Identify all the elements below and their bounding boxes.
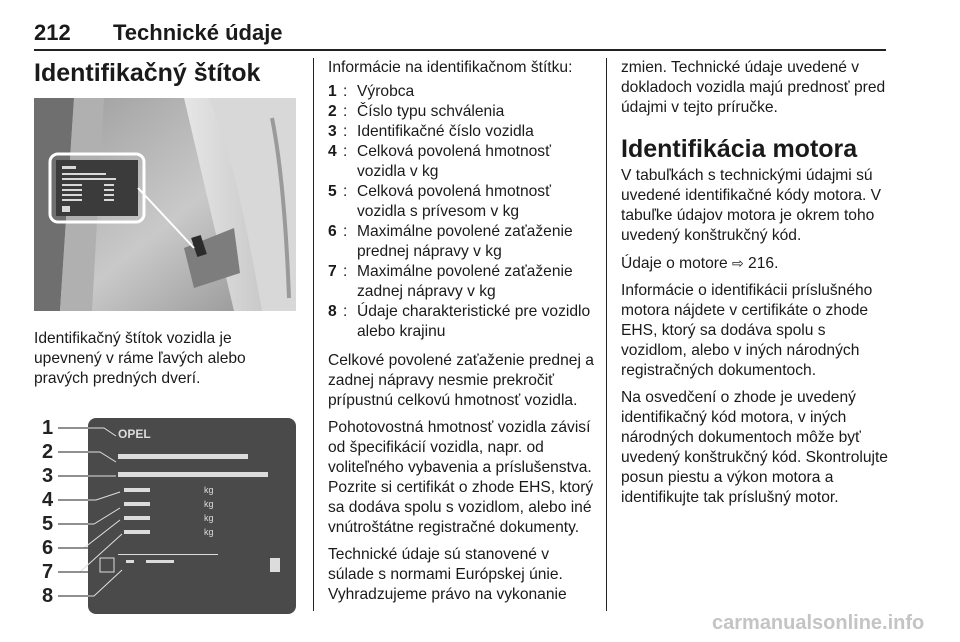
- callout-7: 7: [42, 561, 54, 583]
- eu-standards-paragraph: Technické údaje sú stanovené v súlade s normami Európskej únie. Vyhradzujeme právo na vykonanie: [328, 546, 567, 603]
- callout-2: 2: [42, 441, 54, 463]
- item-text: Identifikačné číslo vozidla: [357, 123, 534, 140]
- item-text: Výrobca: [357, 83, 415, 100]
- list-item: 3 : Identifikačné číslo vozidla: [328, 122, 594, 142]
- item-text: Maximálne povolené zaťaženie zadnej nápravy v kg: [357, 263, 573, 300]
- item-number: 4: [328, 143, 337, 160]
- list-item: 4 : Celková povolená hmotnosť vozidla v kg: [328, 142, 594, 182]
- list-item: 2 : Číslo typu schválenia: [328, 102, 594, 122]
- item-number: 8: [328, 303, 337, 320]
- photo-caption: Identifikačný štítok vozidla je upevnený v ráme ľavých alebo pravých predných dverí.: [34, 330, 246, 387]
- header-rule: [34, 49, 886, 51]
- item-text: Celková povolená hmotnosť vozidla s prívesom v kg: [357, 183, 551, 220]
- list-item: 6 : Maximálne povolené zaťaženie prednej nápravy v kg: [328, 222, 594, 262]
- page-reference-arrow-icon: ⇨: [731, 255, 744, 271]
- column-3: [621, 58, 889, 515]
- plate-unit-4: kg: [204, 527, 214, 537]
- plate-brand: OPEL: [118, 427, 151, 441]
- axle-load-paragraph: Celkové povolené zaťaženie prednej a zadnej nápravy nesmie prekročiť prípustnú celkovú hmotnosť vozidla.: [328, 352, 594, 409]
- engine-codes-paragraph: V tabuľkách s technickými údajmi sú uvedené identifikačné kódy motora. V tabuľke údajov motora je okrem toho uvedený konštrukčný kód.: [621, 167, 882, 244]
- column-divider-2: [606, 58, 607, 611]
- item-text: Číslo typu schválenia: [357, 103, 505, 120]
- callout-1: 1: [42, 417, 54, 439]
- curb-weight-paragraph: Pohotovostná hmotnosť vozidla závisí od špecifikácií vozidla, napr. od voliteľného vybavenia a príslušenstva. Pozrite si certifikát o zhode EHS, ktorý sa dodáva spolu s vozidlom, alebo iné vnútroštátne registračné dokumenty.: [328, 419, 594, 536]
- item-number: 7: [328, 263, 337, 280]
- engine-certificate-paragraph: Informácie o identifikácii príslušného motora nájdete v certifikáte o zhode EHS, ktorý sa dodáva spolu s vozidlom, alebo v iných národných registračných dokumentoch.: [621, 282, 873, 379]
- callout-3: 3: [42, 465, 54, 487]
- item-number: 5: [328, 183, 337, 200]
- section-heading-id-plate: Identifikačný štítok: [34, 59, 261, 87]
- id-plate-diagram: [34, 404, 296, 616]
- plate-info-list: [328, 82, 594, 342]
- list-item: 5 : Celková povolená hmotnosť vozidla s prívesom v kg: [328, 182, 594, 222]
- list-item: 1 : Výrobca: [328, 82, 594, 102]
- item-number: 3: [328, 123, 337, 140]
- callout-5: 5: [42, 513, 54, 535]
- changes-paragraph: zmien. Technické údaje uvedené v dokladoch vozidla majú prednosť pred údajmi v tejto príručke.: [621, 59, 886, 116]
- item-text: Celková povolená hmotnosť vozidla v kg: [357, 143, 551, 180]
- callout-4: 4: [42, 489, 54, 511]
- item-text: Maximálne povolené zaťaženie prednej nápravy v kg: [357, 223, 573, 260]
- item-number: 6: [328, 223, 337, 240]
- column-divider-1: [313, 58, 314, 611]
- door-frame-photo: [34, 98, 296, 311]
- section-heading-engine-id: Identifikácia motora: [621, 135, 858, 163]
- plate-unit-1: kg: [204, 485, 214, 495]
- plate-unit-3: kg: [204, 513, 214, 523]
- column-2: [328, 58, 594, 612]
- column-1: [34, 58, 300, 621]
- item-text: Údaje charakteristické pre vozidlo alebo krajinu: [357, 303, 591, 340]
- plate-info-intro: Informácie na identifikačnom štítku:: [328, 59, 573, 76]
- page-reference-link[interactable]: 216.: [748, 255, 779, 272]
- item-number: 1: [328, 83, 337, 100]
- page-header: [0, 0, 960, 52]
- engine-data-reference: Údaje o motore ⇨ 216.: [621, 255, 779, 272]
- callout-6: 6: [42, 537, 54, 559]
- engine-code-paragraph: Na osvedčení o zhode je uvedený identifikačný kód motora, v iných národných dokumentoch môže byť uvedený konštrukčný kód. Skontrolujte posun piestu a výkon motora a identifikujte tak príslušný motor.: [621, 389, 888, 506]
- page-number: 212: [34, 20, 71, 45]
- watermark: carmanualsonline.info: [712, 612, 925, 634]
- plate-unit-2: kg: [204, 499, 214, 509]
- callout-8: 8: [42, 585, 54, 607]
- list-item: 7 : Maximálne povolené zaťaženie zadnej nápravy v kg: [328, 262, 594, 302]
- item-number: 2: [328, 103, 337, 120]
- chapter-title: Technické údaje: [113, 20, 283, 45]
- list-item: 8 : Údaje charakteristické pre vozidlo alebo krajinu: [328, 302, 594, 342]
